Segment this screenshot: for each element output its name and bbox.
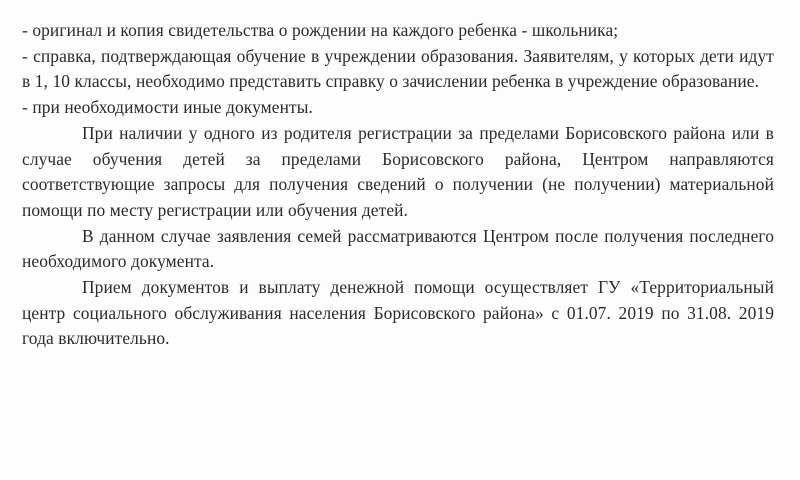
list-item-other-documents: - при необходимости иные документы.	[22, 97, 313, 118]
paragraph-registration-requests: При наличии у одного из родителя регистрации за пределами Борисовского района или в случае обучения детей за пределами Борисовского района, Центром направляются соответствующие запросы для получения сведений о получении (не получении) материальной помощи по месту регистрации или обучения детей.	[22, 122, 774, 220]
document-body	[22, 18, 774, 352]
list-item-education-certificate: - справка, подтверждающая обучение в учреждении образования. Заявителям, у которых дети идут в 1, 10 классы, необходимо представить справку о зачислении ребенка в учреждение образование.	[22, 45, 774, 92]
paragraph-acceptance-period: Прием документов и выплату денежной помощи осуществляет ГУ «Территориальный центр социального обслуживания населения Борисовского района» с 01.07. 2019 по 31.08. 2019 года включительно.	[22, 277, 774, 349]
list-item-birth-certificate: - оригинал и копия свидетельства о рождении на каждого ребенка - школьника;	[22, 20, 619, 40]
paragraph-review-timing: В данном случае заявления семей рассматриваются Центром после получения последнего необходимого документа.	[22, 225, 774, 272]
